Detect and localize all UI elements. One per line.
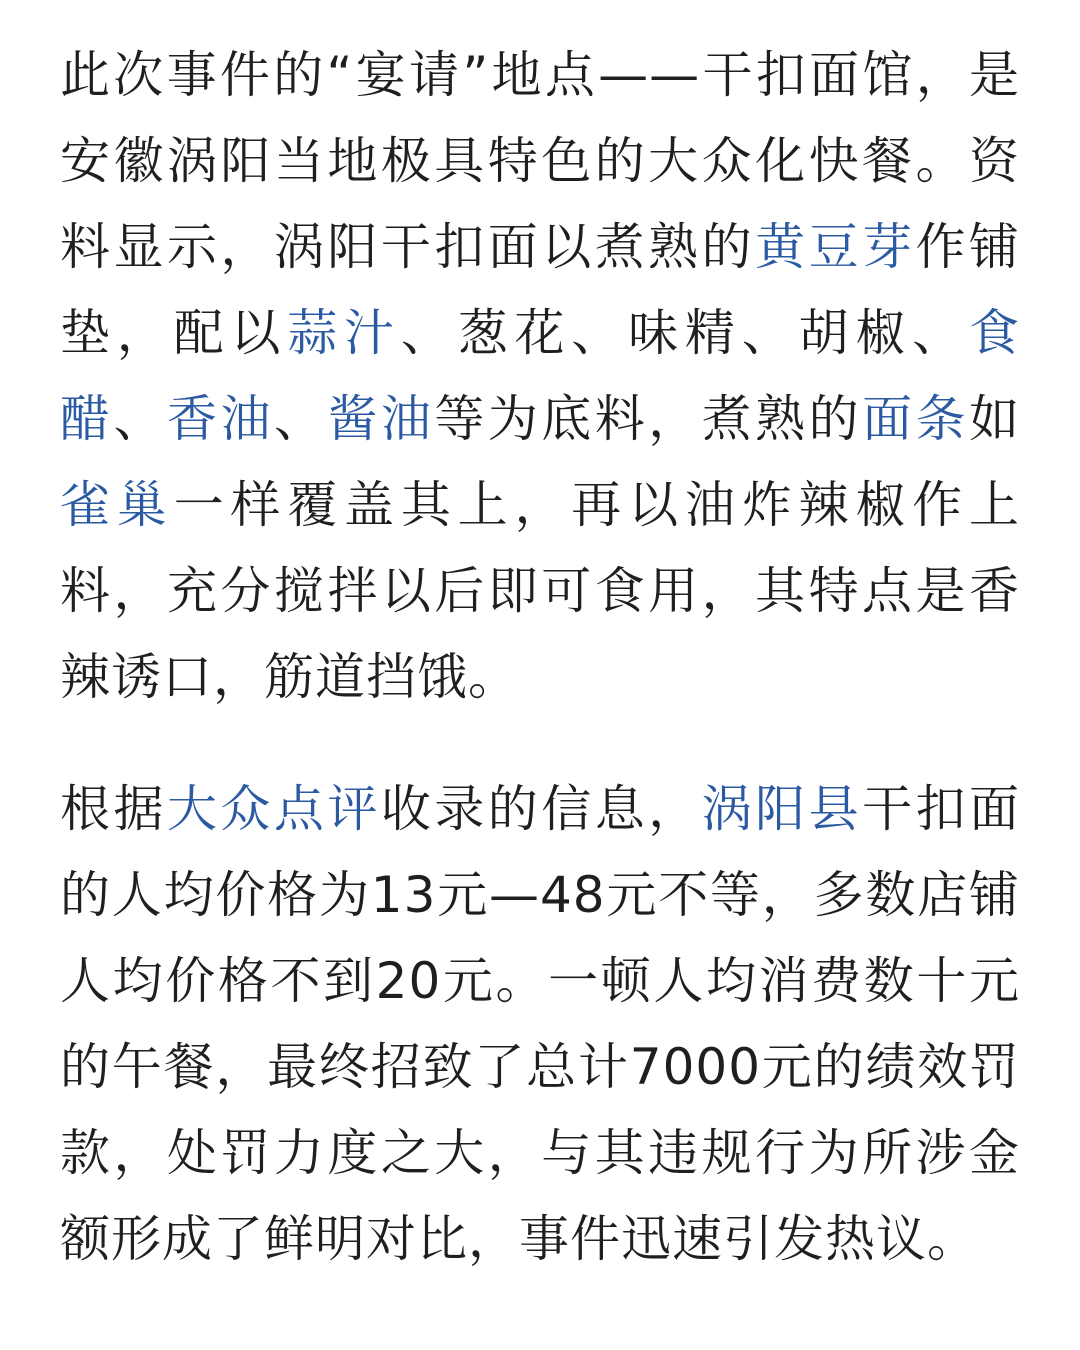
text-segment: 收录的信息， <box>380 780 702 838</box>
link-sesame-oil[interactable]: 香油 <box>166 390 274 448</box>
link-garlic-juice[interactable]: 蒜汁 <box>287 304 401 362</box>
text-segment: 此次事件的“宴请”地点——干扣面馆，是安徽涡阳当地极具特色的大众化快餐。资料显示，涡阳干扣面以煮熟的 <box>60 46 1020 276</box>
article-body <box>60 32 1020 1282</box>
link-soy-sauce[interactable]: 酱油 <box>327 390 435 448</box>
link-soybean-sprouts[interactable]: 黄豆芽 <box>755 218 916 276</box>
link-bird-nest[interactable]: 雀巢 <box>60 476 174 534</box>
text-segment: 、 <box>273 390 328 448</box>
text-segment: 干扣面的人均价格为13元—48元不等，多数店铺人均价格不到20元。一顿人均消费数十元的午餐，最终招致了总计7000元的绩效罚款，处罚力度之大，与其违规行为所涉金额形成了鲜明对比，事件迅速引发热议。 <box>60 780 1021 1268</box>
text-segment: 一样覆盖其上，再以油炸辣椒作上料，充分搅拌以后即可食用，其特点是香辣诱口，筋道挡饿。 <box>60 476 1020 706</box>
paragraph-1 <box>60 32 1020 720</box>
text-segment: 等为底料，煮熟的 <box>434 390 863 448</box>
text-segment: 、 <box>113 390 167 448</box>
text-segment: 、葱花、味精、胡椒、 <box>400 304 969 362</box>
link-vinegar[interactable]: 食醋 <box>60 304 1020 448</box>
link-guoyang-county[interactable]: 涡阳县 <box>701 780 863 838</box>
text-segment: 如 <box>969 390 1021 448</box>
link-dianping[interactable]: 大众点评 <box>166 780 381 838</box>
text-segment: 作铺垫，配以 <box>60 218 1021 362</box>
paragraph-2 <box>60 766 1020 1282</box>
text-segment: 根据 <box>60 780 167 838</box>
link-noodles[interactable]: 面条 <box>862 390 970 448</box>
